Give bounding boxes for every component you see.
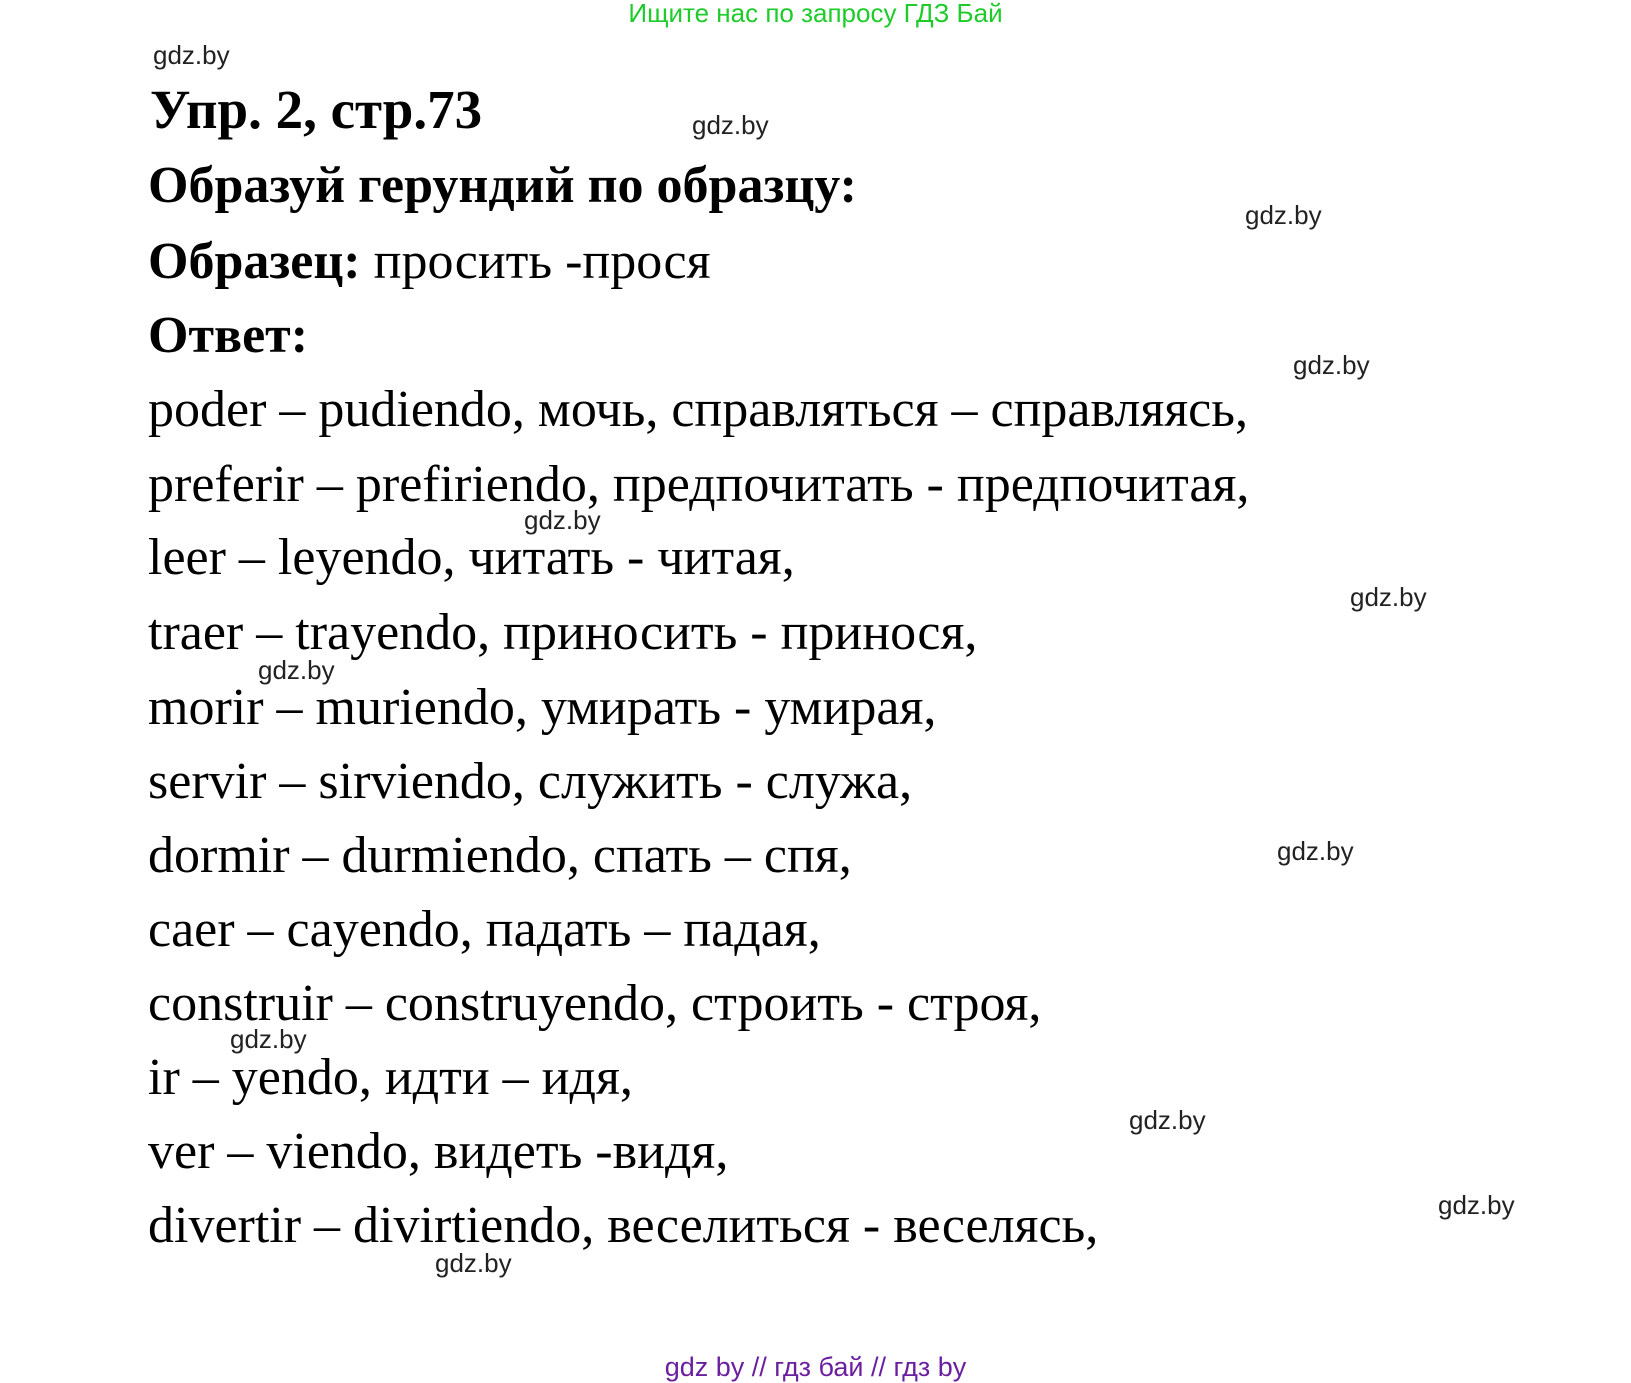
answer-label: Ответ: <box>148 307 309 364</box>
watermark: gdz.by <box>1277 836 1354 866</box>
watermark: gdz.by <box>230 1024 307 1054</box>
answer-line: caer – cayendo, падать – падая, <box>148 901 821 958</box>
answer-line: divertir – divirtiendo, веселиться - веселясь, <box>148 1197 1099 1254</box>
answer-line: leer – leyendo, читать - читая, <box>148 529 795 586</box>
watermark: gdz.by <box>524 505 601 535</box>
answer-line: servir – sirviendo, служить - служа, <box>148 753 913 810</box>
example-row <box>148 232 711 291</box>
watermark: gdz.by <box>1129 1105 1206 1135</box>
watermark: gdz.by <box>258 655 335 685</box>
task-instruction: Образуй герундий по образцу: <box>148 157 857 214</box>
exercise-title: Упр. 2, стр.73 <box>150 79 483 140</box>
answer-line: ver – viendo, видеть -видя, <box>148 1123 729 1180</box>
watermark: gdz.by <box>153 40 230 70</box>
footer-links: gdz by // гдз бай // гдз by <box>664 1352 967 1382</box>
example-text: просить -прося <box>360 233 711 290</box>
example-label: Образец: <box>148 233 361 290</box>
watermark: gdz.by <box>1350 582 1427 612</box>
answer-line: ir – yendo, идти – идя, <box>148 1049 633 1106</box>
watermark: gdz.by <box>692 110 769 140</box>
answer-line: dormir – durmiendo, спать – спя, <box>148 827 852 884</box>
answer-line: poder – pudiendo, мочь, справляться – справляясь, <box>148 381 1248 438</box>
top-banner: Ищите нас по запросу ГДЗ Бай <box>628 0 1003 28</box>
watermark: gdz.by <box>1293 350 1370 380</box>
watermark: gdz.by <box>1245 200 1322 230</box>
answer-line: construir – construyendo, строить - строя, <box>148 975 1042 1032</box>
watermark: gdz.by <box>1438 1190 1515 1220</box>
answer-line: morir – muriendo, умирать - умирая, <box>148 679 937 736</box>
answer-line: preferir – prefiriendo, предпочитать - предпочитая, <box>148 456 1250 513</box>
watermark: gdz.by <box>435 1248 512 1278</box>
answer-line: traer – trayendo, приносить - принося, <box>148 604 978 661</box>
